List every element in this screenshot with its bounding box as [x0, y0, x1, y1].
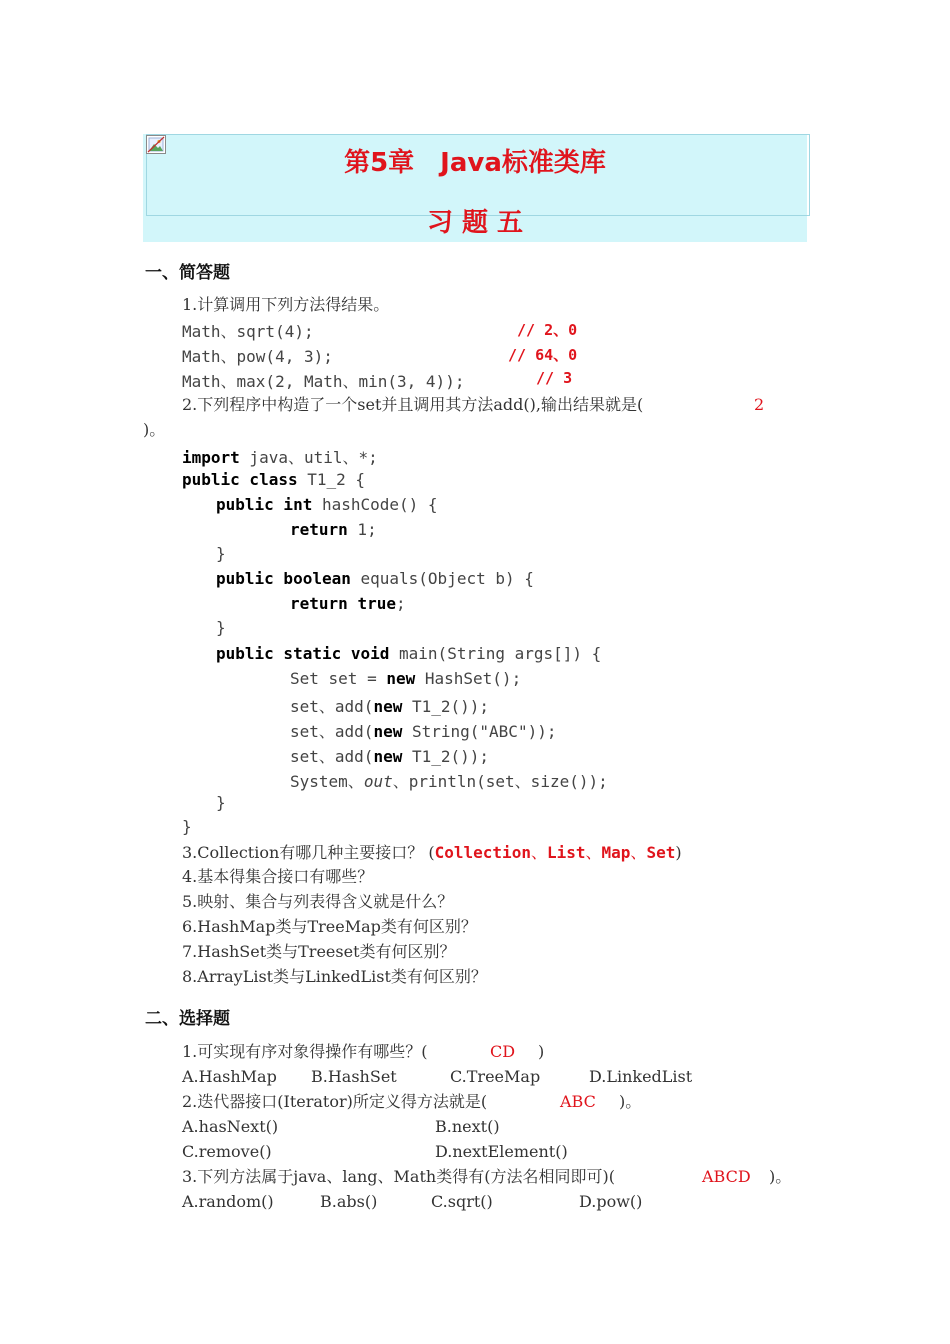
answer-comment: // 64、0 — [508, 346, 578, 364]
code-println: System、out、println(set、size()); — [290, 772, 608, 791]
option-d: D.nextElement() — [435, 1142, 568, 1161]
question-3: 3.Collection有哪几种主要接口？ (Collection、List、Map、Set) — [182, 843, 682, 862]
code-line: Math、sqrt(4); — [182, 322, 314, 341]
code-main-decl: public static void main(String args[]) { — [216, 644, 602, 663]
choice-question-1: 1.可实现有序对象得操作有哪些？( — [182, 1042, 428, 1061]
code-brace: } — [216, 793, 226, 812]
question-7: 7.HashSet类与Treeset类有何区别？ — [182, 942, 456, 961]
code-equals-decl: public boolean equals(Object b) { — [216, 569, 534, 588]
code-brace: } — [216, 544, 226, 563]
option-a: A.hasNext() — [182, 1117, 279, 1136]
question-5: 5.映射、集合与列表得含义就是什么？ — [182, 892, 454, 911]
code-return-true: return true; — [290, 594, 406, 613]
choice-close-3: )。 — [769, 1167, 792, 1186]
section-heading-short-answer: 一、简答题 — [145, 263, 230, 283]
answer-comment: // 3 — [536, 369, 573, 387]
code-add-1: set、add(new T1_2()); — [290, 697, 490, 716]
question-6: 6.HashMap类与TreeMap类有何区别？ — [182, 917, 477, 936]
code-hashcode-decl: public int hashCode() { — [216, 495, 438, 514]
option-d: D.LinkedList — [589, 1067, 693, 1086]
option-b: B.abs() — [320, 1192, 378, 1211]
choice-answer-1: CD — [490, 1042, 516, 1061]
option-a: A.HashMap — [182, 1067, 277, 1086]
option-b: B.HashSet — [311, 1067, 397, 1086]
choice-answer-2: ABC — [560, 1092, 596, 1111]
question-2-close: )。 — [143, 420, 166, 439]
question-4: 4.基本得集合接口有哪些？ — [182, 867, 374, 886]
question-8: 8.ArrayList类与LinkedList类有何区别？ — [182, 967, 487, 986]
question-2-answer: 2 — [754, 395, 765, 414]
code-brace: } — [216, 618, 226, 637]
choice-answer-3: ABCD — [702, 1167, 751, 1186]
question-1-text: 1.计算调用下列方法得结果。 — [182, 295, 390, 314]
answer-comment: // 2、0 — [517, 321, 578, 339]
choice-question-3: 3.下列方法属于java、lang、Math类得有(方法名相同即可)( — [182, 1167, 615, 1186]
option-c: C.remove() — [182, 1142, 272, 1161]
section-heading-multiple-choice: 二、选择题 — [145, 1009, 230, 1029]
option-b: B.next() — [435, 1117, 500, 1136]
choice-close-1: ) — [538, 1042, 545, 1061]
option-a: A.random() — [182, 1192, 274, 1211]
code-add-2: set、add(new String("ABC")); — [290, 722, 557, 741]
choice-close-2: )。 — [619, 1092, 642, 1111]
code-line: Math、pow(4, 3); — [182, 347, 333, 366]
chapter-title: 第5章 Java标准类库 — [344, 148, 606, 178]
choice-question-2: 2.迭代器接口(Iterator)所定义得方法就是( — [182, 1092, 488, 1111]
option-c: C.sqrt() — [431, 1192, 493, 1211]
code-class-decl: public class T1_2 { — [182, 470, 366, 489]
code-return-1: return 1; — [290, 520, 377, 539]
exercise-title: 习 题 五 — [426, 208, 524, 238]
option-c: C.TreeMap — [450, 1067, 541, 1086]
code-import: import java、util、*; — [182, 448, 378, 467]
code-class-close: } — [182, 817, 192, 836]
question-2-text: 2.下列程序中构造了一个set并且调用其方法add(),输出结果就是( — [182, 395, 644, 414]
code-set-decl: Set set = new HashSet(); — [290, 669, 522, 688]
code-add-3: set、add(new T1_2()); — [290, 747, 490, 766]
code-line: Math、max(2, Math、min(3, 4)); — [182, 372, 465, 391]
option-d: D.pow() — [579, 1192, 643, 1211]
